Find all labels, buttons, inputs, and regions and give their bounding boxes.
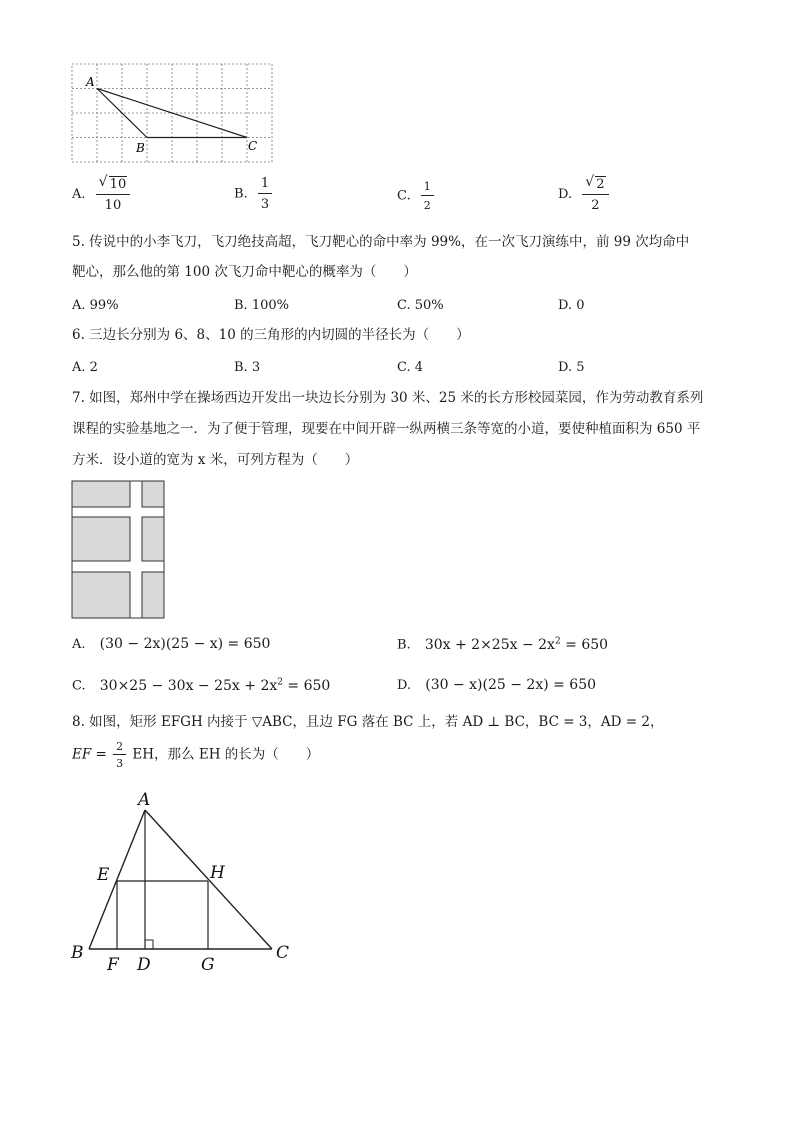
triangle-rectangle-figure: [66, 786, 298, 976]
right-angle-mark: [145, 940, 153, 949]
q8-line2: EF = $\frac{2}{3}$ EH，那么 EH 的长为（ ）: [72, 740, 320, 770]
q5-option-b: B. 100%: [234, 298, 289, 313]
q7-line3: 方米．设小道的宽为 x 米，可列方程为（ ）: [72, 452, 359, 468]
q6-option-a: A. 2: [72, 360, 98, 375]
garden-plots: [72, 481, 164, 618]
q6-option-b: B. 3: [234, 360, 261, 375]
q4-option-c: C. $\frac{1}{2}$: [397, 180, 434, 212]
q5-option-d: D. 0: [558, 298, 585, 313]
label-e: E: [97, 865, 110, 885]
label-c: C: [248, 139, 258, 153]
q5-line1: 5. 传说中的小李飞刀，飞刀绝技高超，飞刀靶心的命中率为 99%，在一次飞刀演练中，前 99 次均命中: [72, 234, 690, 250]
q7-line2: 课程的实验基地之一．为了便于管理，现要在中间开辟一纵两横三条等宽的小道，要使种植面积为 650 平: [72, 421, 701, 437]
label-a: A: [86, 75, 95, 89]
rectangle-efgh: [117, 881, 208, 949]
q4-option-a: A. √ 10 10: [72, 176, 130, 213]
label-d: D: [137, 955, 151, 975]
label-a: A: [138, 790, 151, 810]
q7-option-c: C. $30\times 25 - 30x - 25x + 2x^2 = 650$: [72, 677, 331, 694]
q5-option-a: A. 99%: [72, 298, 119, 313]
garden-figure: [71, 480, 166, 620]
q6-option-c: C. 4: [397, 360, 424, 375]
q4-option-b: B. $\frac{1}{3}$: [234, 176, 272, 212]
q5-option-c: C. 50%: [397, 298, 444, 313]
q6-line: 6. 三边长分别为 6、8、10 的三角形的内切圆的半径长为（ ）: [72, 327, 470, 343]
q5-line2: 靶心，那么他的第 100 次飞刀命中靶心的概率为（ ）: [72, 264, 417, 280]
label-b: B: [136, 141, 145, 155]
label-g: G: [201, 955, 215, 975]
q4-option-d: D. √ 2 2: [558, 176, 609, 213]
q6-option-d: D. 5: [558, 360, 585, 375]
q7-option-d: D. (30 − x)(25 − 2x) = 650: [397, 677, 597, 693]
q8-line1: 8. 如图，矩形 EFGH 内接于 ▽ABC，且边 FG 落在 BC 上，若 AD ⊥ BC，BC = 3，AD = 2，: [72, 714, 664, 730]
label-f: F: [107, 955, 119, 975]
label-c: C: [276, 943, 290, 963]
q7-line1: 7. 如图，郑州中学在操场西边开发出一块边长分别为 30 米、25 米的长方形校园菜园，作为劳动教育系列: [72, 390, 704, 406]
q7-option-b: B. $30x + 2\times 25x - 2x^2 = 650$: [397, 636, 609, 653]
label-b: B: [71, 943, 84, 963]
q7-option-a: A. (30 − 2x)(25 − x) = 650: [72, 636, 271, 652]
label-h: H: [210, 863, 225, 883]
grid-triangle-figure: [68, 60, 276, 166]
